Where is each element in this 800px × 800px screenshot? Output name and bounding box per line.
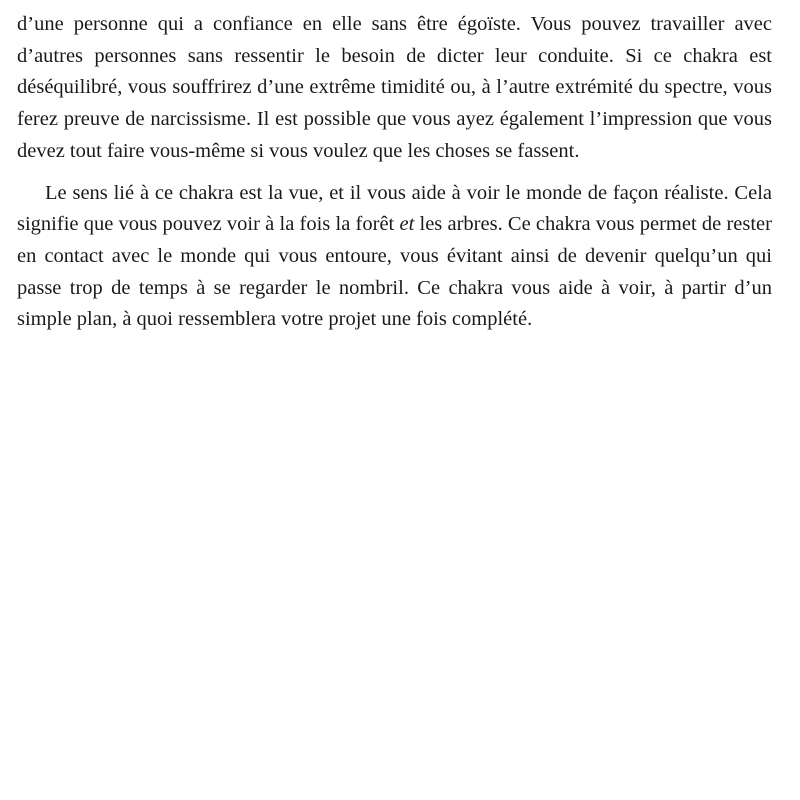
document-page [17,9,772,336]
paragraph-2-italic-word: et [399,213,415,236]
paragraph-2-text-start: Le sens lié à ce chakra est la vue, et il vous aide à voir le monde de façon réaliste. Cela signifie que vous pouvez voir à la fois la forêt [17,181,772,236]
paragraph-2-text-end: les arbres. Ce chakra vous permet de rester en contact avec le monde qui vous entoure, vous évitant ainsi de devenir quelqu’un qui passe trop de temps à se regarder le nombril. Ce chakra vous aide à voir, à partir d’un simple plan, à quoi ressemblera votre projet une fois complété. [17,213,772,331]
paragraph-2 [17,178,772,337]
paragraph-1: d’une personne qui a confiance en elle sans être égoïste. Vous pouvez travailler avec d’autres personnes sans ressentir le besoin de dicter leur conduite. Si ce chakra est déséquilibré, vous souffrirez d’une extrême timidité ou, à l’autre extrémité du spectre, vous ferez preuve de narcissisme. Il est possible que vous ayez également l’impression que vous devez tout faire vous-même si vous voulez que les choses se fassent. [17,13,772,162]
